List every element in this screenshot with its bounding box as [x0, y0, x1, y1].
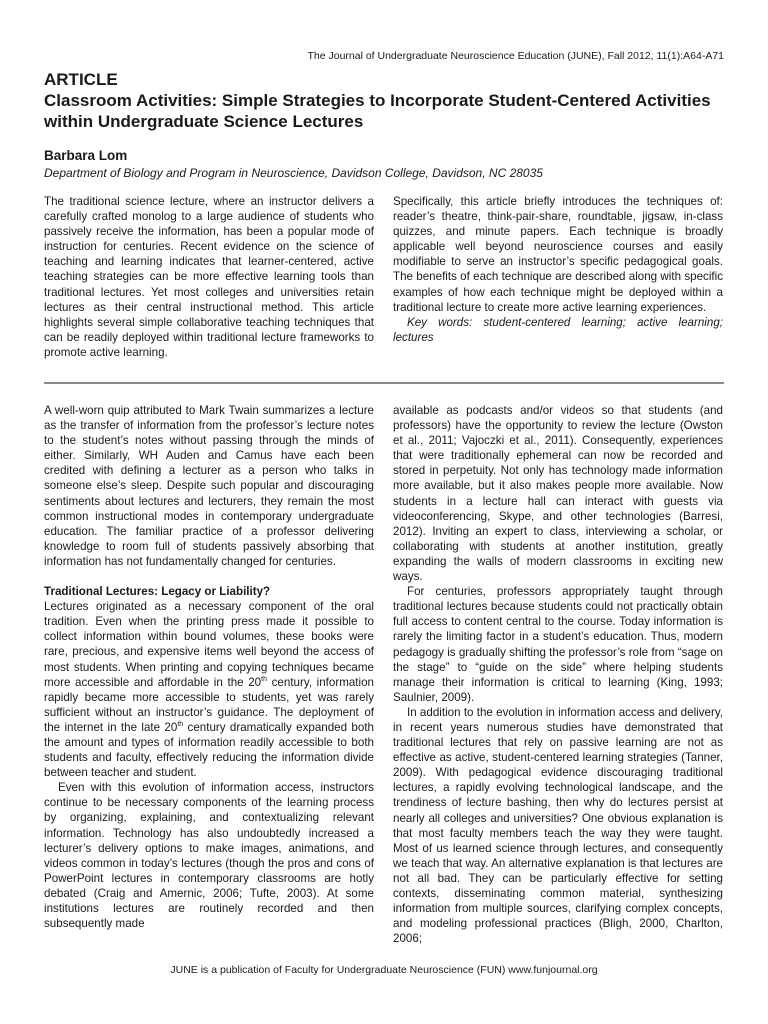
section-heading: Traditional Lectures: Legacy or Liability?: [44, 585, 271, 599]
text-run: century dramatically expanded both the amount and types of information readily accessible to both students and faculty, effectively reducing the information divide between teacher and student.: [44, 720, 374, 780]
keywords: Key words: student-centered learning; active learning; lectures: [393, 315, 723, 344]
superscript: th: [177, 721, 184, 729]
title-block: [44, 70, 734, 181]
article-title: Classroom Activities: Simple Strategies to Incorporate Student-Centered Activities within Undergraduate Science Lectures: [44, 91, 711, 131]
body-paragraph: For centuries, professors appropriately taught through traditional lectures because students could not practically obtain full access to content central to the course. Today information is rarely the limiting factor in a student’s education. Thus, modern pedagogy is gradually shifting the professor’s role from “sage on the stage” to “guide on the side” where helping students manage their information is critical to learning (King, 1993; Saulnier, 2009).: [393, 585, 723, 704]
journal-citation-header: The Journal of Undergraduate Neuroscience Education (JUNE), Fall 2012, 11(1):A64-A71: [307, 50, 724, 62]
article-type-label: ARTICLE: [44, 70, 118, 89]
abstract-paragraph: The traditional science lecture, where an instructor delivers a carefully crafted monolog to a large audience of students who passively receive the information, has been a popular mode of instruction for centuries. Recent evidence on the science of teaching and learning indicates that learner-centered, active teaching strategies can be more effective learning tools than traditional lectures. Yet most colleges and universities retain lectures as their central instructional method. This article highlights several simple collaborative teaching techniques that can be readily deployed within traditional lecture frameworks to promote active learning.: [44, 195, 374, 359]
body-paragraph: [44, 599, 374, 780]
author-affiliation: Department of Biology and Program in Neuroscience, Davidson College, Davidson, NC 28035: [44, 166, 543, 180]
body-left-column: [44, 403, 374, 931]
text-run: Lectures originated as a necessary component of the oral tradition. Even when the printing press made it possible to collect information within bound volumes, these books were rare, precious, and expensive items well beyond the access of most students. When printing and copying techniques became more accessible and affordable in the 20: [44, 600, 374, 689]
author-name: Barbara Lom: [44, 148, 128, 163]
superscript: th: [261, 675, 267, 683]
body-paragraph: available as podcasts and/or videos so that students (and professors) have the opportunity to review the lecture (Owston et al., 2011; Vajoczki et al., 2011). Consequently, experiences that were traditionally ephemeral can now be recorded and stored in perpetuity. Not only has technology made information more available, but it also makes people more available. Now students in a lecture hall can interact with guests via videoconferencing, Skype, and other technologies (Barresi, 2012). Inviting an expert to class, interviewing a scholar, or collaborating with students at another institution, greatly expanding the walls of modern classrooms in exciting new ways.: [393, 404, 723, 584]
body-paragraph: Even with this evolution of information access, instructors continue to be necessary components of the learning process by organizing, explaining, and contextualizing relevant information. Technology has also undoubtedly increased a lecturer’s delivery options to make images, animations, and videos common in today’s lectures (though the pros and cons of PowerPoint lectures in contemporary classrooms are hotly debated (Craig and Amernic, 2006; Tufte, 2003). At some institutions lectures are routinely recorded and then subsequently made: [44, 781, 374, 931]
abstract-right-column: [393, 194, 723, 345]
body-paragraph: In addition to the evolution in information access and delivery, in recent years numerous studies have demonstrated that traditional lectures that rely on passive learning are not as effective as active, student-centered learning strategies (Tanner, 2009). With pedagogical evidence discouraging traditional lectures, a rapidly evolving technological landscape, and the trendiness of lecture bashing, then why do lectures persist at nearly all colleges and universities? One obvious explanation is that most faculty members teach the way they were taught. Most of us learned science through lectures, and consequently we teach that way. An alternative explanation is that lectures are not all bad. They can be particularly effective for setting contexts, disseminating common material, synthesizing information from multiple sources, clarifying complex concepts, and modeling professional practices (Bligh, 2000, Charlton, 2006;: [393, 705, 723, 946]
body-paragraph: A well-worn quip attributed to Mark Twain summarizes a lecture as the transfer of information from the professor’s lecture notes to the student’s notes without passing through the minds of either. Similarly, WH Auden and Camus have each been credited with defining a lecturer as a person who talks in someone else’s sleep. Despite such popular and discouraging sentiments about lectures and lecturers, they remain the most common instructional modes in contemporary undergraduate education. The familiar practice of a professor delivering knowledge to room full of students passively absorbing that information has not fundamentally changed for centuries.: [44, 404, 374, 568]
journal-footer: JUNE is a publication of Faculty for Undergraduate Neuroscience (FUN) www.funjournal.org: [170, 964, 598, 976]
abstract-paragraph: Specifically, this article briefly introduces the techniques of: reader’s theatre, think-pair-share, roundtable, jigsaw, in-class quizzes, and minute papers. Each technique is broadly applicable well beyond neuroscience courses and easily modifiable to serve an instructor’s specific pedagogical goals. The benefits of each technique are described along with specific examples of how each technique might be deployed within a traditional lecture to create more active learning experiences.: [393, 195, 723, 314]
body-right-column: [393, 403, 723, 946]
text-run: century, information rapidly became more accessible to students, yet was rarely sufficient without an instructor’s guidance. The deployment of the internet in the late 20: [44, 675, 374, 734]
abstract-left-column: [44, 194, 374, 360]
abstract-divider: [44, 382, 724, 384]
